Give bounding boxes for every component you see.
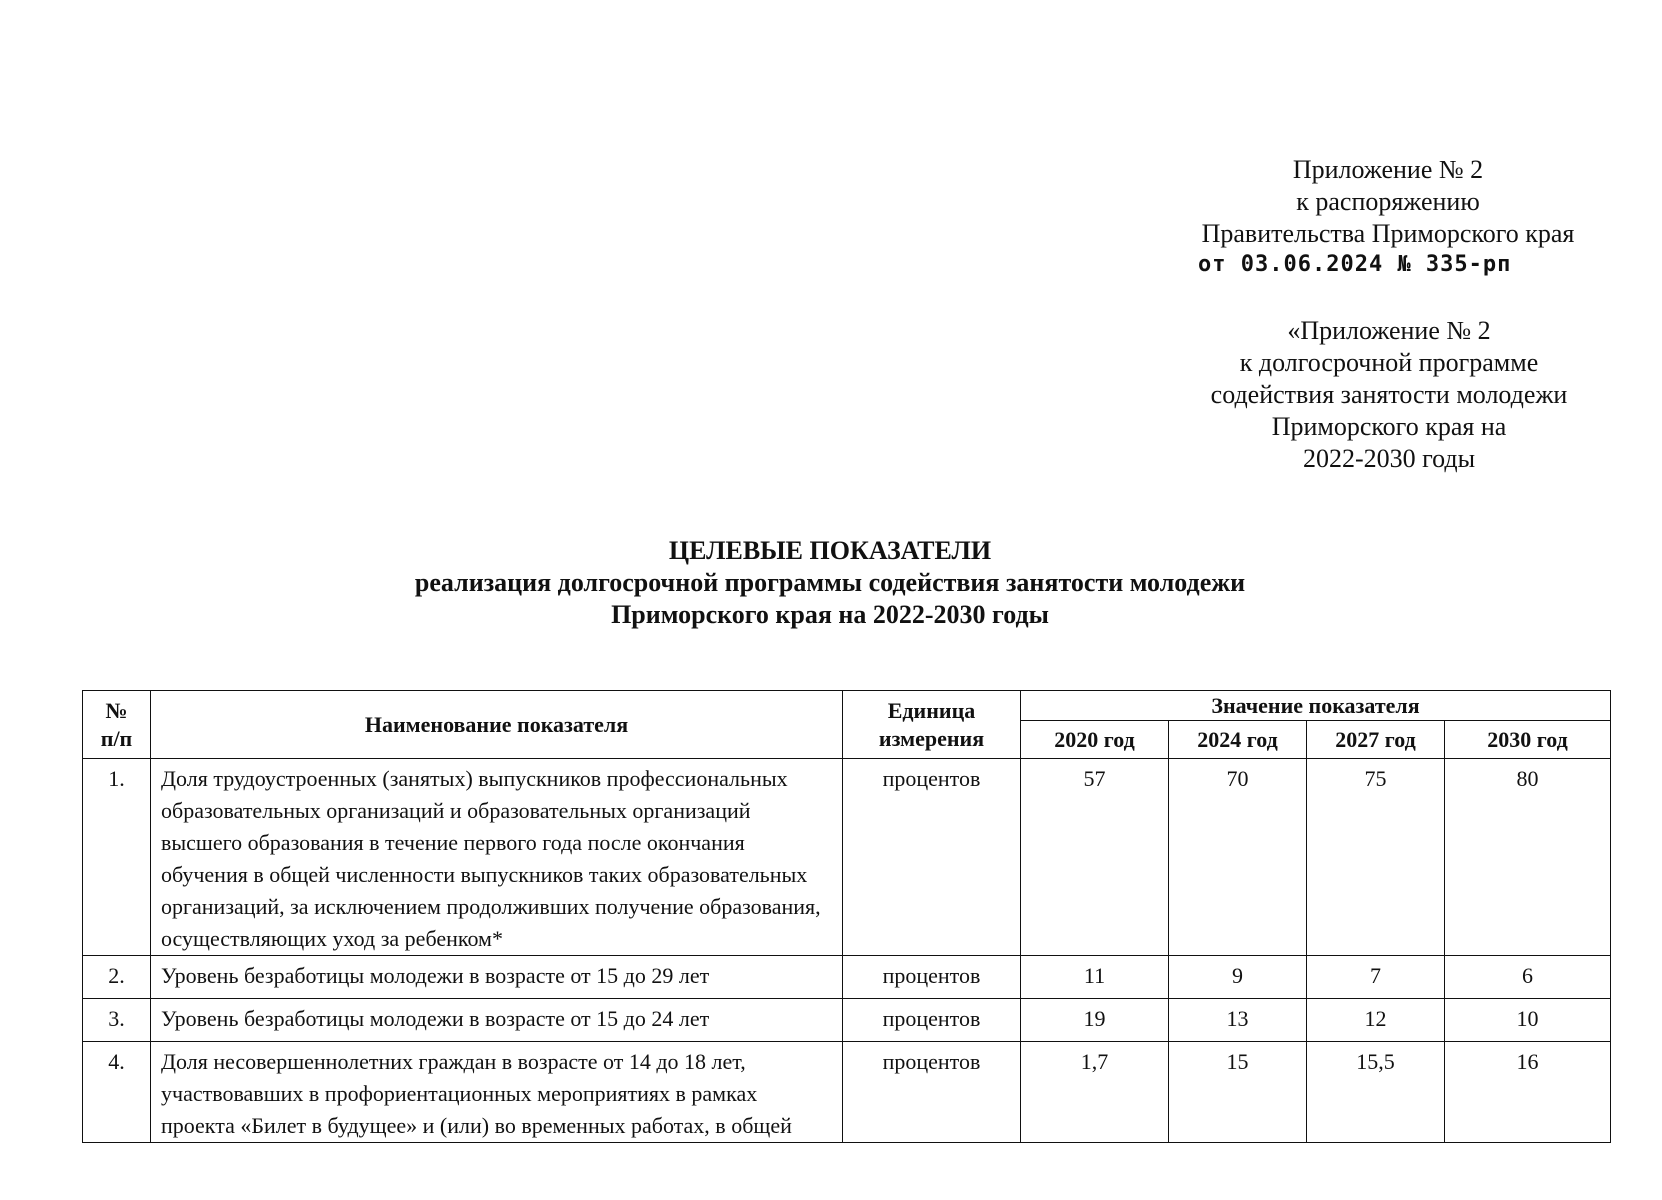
program-annex-line: Приморского края на (1271, 412, 1507, 441)
value-2027: 7 (1307, 956, 1445, 999)
value-2030: 80 (1445, 759, 1611, 956)
indicator-unit: процентов (843, 956, 1021, 999)
header-year: 2020 год (1021, 721, 1169, 759)
row-number: 3. (83, 999, 151, 1042)
header-unit-line1: Единица (887, 697, 976, 723)
header-values-group: Значение показателя (1021, 691, 1611, 721)
indicator-unit: процентов (843, 1042, 1021, 1143)
table-row (83, 999, 1611, 1042)
indicator-name: Уровень безработицы молодежи в возрасте от 15 до 24 лет (151, 999, 843, 1042)
program-annex-line: к долгосрочной программе (1239, 348, 1539, 377)
header-unit (843, 691, 1021, 759)
indicator-name: Уровень безработицы молодежи в возрасте от 15 до 29 лет (151, 956, 843, 999)
document-title (170, 535, 1490, 631)
indicators-table (82, 690, 1611, 1143)
value-2020: 19 (1021, 999, 1169, 1042)
value-2020: 11 (1021, 956, 1169, 999)
value-2027: 75 (1307, 759, 1445, 956)
value-2027: 12 (1307, 999, 1445, 1042)
title-main: ЦЕЛЕВЫЕ ПОКАЗАТЕЛИ (668, 536, 992, 565)
header-unit-line2: измерения (878, 725, 985, 751)
title-subtitle: Приморского края на 2022-2030 годы (611, 600, 1049, 629)
row-number: 4. (83, 1042, 151, 1143)
row-number: 1. (83, 759, 151, 956)
program-annex-line: «Приложение № 2 (1287, 316, 1491, 345)
header-number (83, 691, 151, 759)
value-2030: 16 (1445, 1042, 1611, 1143)
order-annex-line: к распоряжению (1296, 187, 1480, 216)
registration-stamp: от 03.06.2024 № 335-рп (1198, 252, 1512, 277)
value-2024: 9 (1169, 956, 1307, 999)
program-annex-header (1174, 315, 1604, 475)
value-2030: 6 (1445, 956, 1611, 999)
header-year: 2027 год (1307, 721, 1445, 759)
value-2020: 1,7 (1021, 1042, 1169, 1143)
header-number-line1: № (105, 697, 128, 723)
order-annex-line: Правительства Приморского края (1201, 219, 1575, 248)
order-annex-line: Приложение № 2 (1292, 155, 1484, 184)
program-annex-line: содействия занятости молодежи (1210, 380, 1568, 409)
table-row (83, 956, 1611, 999)
value-2024: 70 (1169, 759, 1307, 956)
order-annex-header (1168, 154, 1608, 250)
value-2030: 10 (1445, 999, 1611, 1042)
row-number: 2. (83, 956, 151, 999)
table-row (83, 759, 1611, 956)
indicator-name: Доля трудоустроенных (занятых) выпускников профессиональных образовательных организаций и образовательных организаций высшего образования в течение первого года после окончания обучения в общей численности выпускников таких образовательных организаций, за исключением продолживших получение образования, осуществляющих уход за ребенком* (151, 759, 843, 956)
value-2027: 15,5 (1307, 1042, 1445, 1143)
header-name: Наименование показателя (151, 691, 843, 759)
value-2024: 13 (1169, 999, 1307, 1042)
header-number-line2: п/п (100, 725, 133, 751)
value-2024: 15 (1169, 1042, 1307, 1143)
indicator-unit: процентов (843, 999, 1021, 1042)
header-year: 2030 год (1445, 721, 1611, 759)
header-year: 2024 год (1169, 721, 1307, 759)
indicator-name: Доля несовершеннолетних граждан в возрасте от 14 до 18 лет, участвовавших в профориентационных мероприятиях в рамках проекта «Билет в будущее» и (или) во временных работах, в общей (151, 1042, 843, 1143)
title-subtitle: реализация долгосрочной программы содействия занятости молодежи (414, 568, 1246, 597)
indicator-unit: процентов (843, 759, 1021, 956)
table-row (83, 1042, 1611, 1143)
value-2020: 57 (1021, 759, 1169, 956)
program-annex-line: 2022-2030 годы (1302, 444, 1476, 473)
